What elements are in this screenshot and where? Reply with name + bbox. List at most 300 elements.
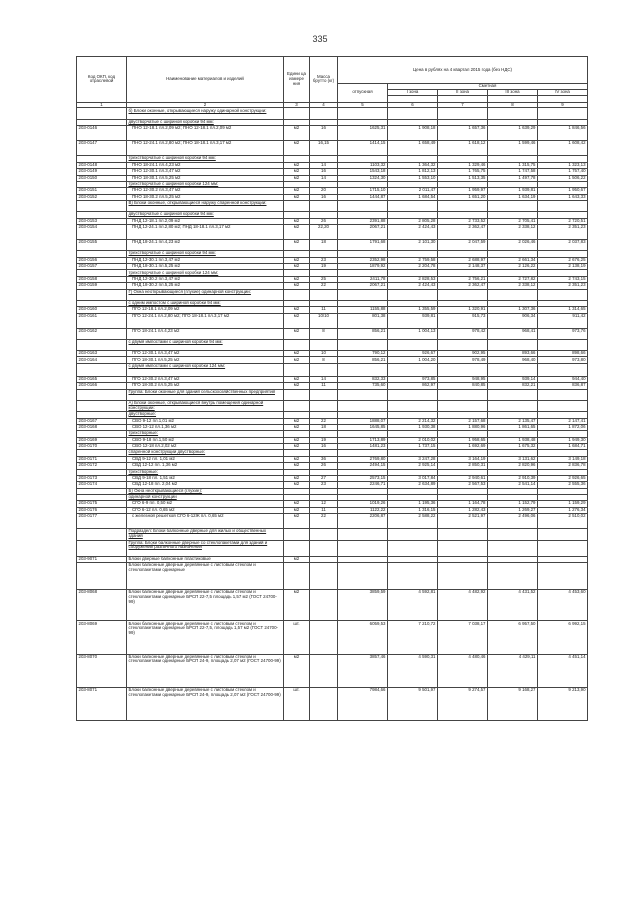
price-zone-1: 2 925,14 xyxy=(388,463,438,469)
price-zone-2 xyxy=(438,363,488,376)
item-name: Блоки дверные балконные пластиковые xyxy=(127,556,284,562)
item-unit xyxy=(284,389,310,400)
table-row xyxy=(77,687,588,720)
item-code xyxy=(77,108,127,119)
item-name: СВД 9-12 пл. 1,01 м2 xyxy=(127,456,284,462)
table-row xyxy=(77,563,588,590)
table-row xyxy=(77,514,588,529)
price-zone-1: 1 195,36 xyxy=(388,501,438,507)
item-mass: 14 xyxy=(310,377,338,383)
item-mass: 16,15 xyxy=(310,141,338,156)
price-zone-3 xyxy=(488,563,538,590)
price-zone-4: 2 720,51 xyxy=(538,218,588,224)
item-code: 203-0159 xyxy=(77,283,127,289)
item-code: 203-0150 xyxy=(77,175,127,181)
price-zone-1: 1 684,54 xyxy=(388,194,438,200)
price-otpusknaya: 2067,21 xyxy=(338,224,388,239)
price-zone-3: 9 168,27 xyxy=(488,687,538,720)
price-zone-3 xyxy=(488,339,538,350)
price-zone-2: 2 940,61 xyxy=(438,475,488,481)
price-zone-3: 1 315,75 xyxy=(488,162,538,168)
item-name: ПНО 12-18.1 пл.2,09 м2; ПНО 12-18.1 пл.2,09 м2 xyxy=(127,126,284,141)
price-zone-3: 1 675,32 xyxy=(488,444,538,450)
item-code: 203-0163 xyxy=(77,351,127,357)
item-name: А) Блоки оконные, открывающиеся внутрь помещения одинарной конструкции: xyxy=(127,400,284,411)
item-name: спаренной конструкции двустворные: xyxy=(127,450,284,456)
item-mass: 27 xyxy=(310,475,338,481)
price-zone-3 xyxy=(488,201,538,212)
item-code: 203-0155 xyxy=(77,240,127,251)
price-zone-1: 973,85 xyxy=(388,377,438,383)
price-zone-2 xyxy=(438,540,488,556)
price-zone-3: 2 338,12 xyxy=(488,224,538,239)
price-otpusknaya: 2494,15 xyxy=(338,463,388,469)
item-unit: м2 xyxy=(284,424,310,430)
header-name: Наименование материалов и изделий xyxy=(127,57,284,103)
price-zone-4: 3 149,18 xyxy=(538,456,588,462)
price-zone-1: 1 908,18 xyxy=(388,126,438,141)
item-name: двустворчатые с шириной коробки 94 мм: xyxy=(127,119,284,125)
price-otpusknaya: 832,33 xyxy=(338,377,388,383)
price-zone-4: 1 323,13 xyxy=(538,162,588,168)
price-zone-4 xyxy=(538,400,588,411)
table-row xyxy=(77,141,588,156)
item-name: ПГО 12-30.2 пл.3,47 м2 xyxy=(127,377,284,383)
price-otpusknaya: 856,21 xyxy=(338,357,388,363)
price-otpusknaya: 1481,23 xyxy=(338,444,388,450)
item-mass xyxy=(310,540,338,556)
item-name: трехстворчатые с шириной коробки 94 мм: xyxy=(127,251,284,257)
price-zone-2: 2 756,21 xyxy=(438,276,488,282)
price-zone-4: 2 743,15 xyxy=(538,276,588,282)
price-otpusknaya: 6059,53 xyxy=(338,621,388,654)
price-zone-4: 2 926,65 xyxy=(538,475,588,481)
price-zone-3: 1 939,81 xyxy=(488,188,538,194)
item-name: ПНО 12-30.2 пл.3,47 м2 xyxy=(127,188,284,194)
price-zone-4 xyxy=(538,339,588,350)
price-zone-1: 1 930,38 xyxy=(388,424,438,430)
item-code: 203-0146 xyxy=(77,126,127,141)
price-zone-4: 1 757,40 xyxy=(538,169,588,175)
price-zone-1 xyxy=(388,339,438,350)
item-unit: м2 xyxy=(284,418,310,424)
price-zone-2: 1 320,91 xyxy=(438,307,488,313)
price-otpusknaya: 1625,31 xyxy=(338,126,388,141)
item-name: ПГО 18-30.1 пл.5,25 м2 xyxy=(127,357,284,363)
price-zone-3 xyxy=(488,400,538,411)
price-zone-1: 2 010,02 xyxy=(388,437,438,443)
price-zone-3: 1 152,79 xyxy=(488,501,538,507)
price-zone-3: 2 541,14 xyxy=(488,482,538,488)
item-unit: м2 xyxy=(284,444,310,450)
item-name: ПГО 18-30.2 пл.5,25 м2 xyxy=(127,383,284,389)
item-code: 203-0161 xyxy=(77,313,127,328)
price-zone-4: 2 555,36 xyxy=(538,482,588,488)
item-name: трехстворные: xyxy=(127,431,284,437)
price-zone-3: 6 957,50 xyxy=(488,621,538,654)
price-zone-4: 1 684,71 xyxy=(538,444,588,450)
price-otpusknaya: 3859,59 xyxy=(338,590,388,621)
item-name: СВД 12-18 пл. 2,04 м2 xyxy=(127,482,284,488)
item-code: 203-0176 xyxy=(77,507,127,513)
price-zone-3: 2 496,06 xyxy=(488,514,538,529)
item-name: ПНД 18-30.2 пл.5,25 м2 xyxy=(127,283,284,289)
price-zone-2: 1 164,78 xyxy=(438,501,488,507)
item-name: Блоки балконные дверные деревянные с листовым стеклом и стеклопакетами одинарные БРСП 22-7,5 площадь 1,57 м2 (ГОСТ 24700-99) xyxy=(127,590,284,621)
header-otpusknaya: отпускная xyxy=(338,84,388,102)
price-zone-1: 2 805,28 xyxy=(388,218,438,224)
item-unit xyxy=(284,363,310,376)
page-number: 335 xyxy=(312,34,328,44)
item-name: ПНД 12-18.1 пл.2,09 м2 xyxy=(127,218,284,224)
item-name: ПНД 12-24.1 пл.2,80 м2; ПНД 18-18.1 пл.3,17 м2 xyxy=(127,224,284,239)
price-zone-4: 6 992,15 xyxy=(538,621,588,654)
item-code: 203-0157 xyxy=(77,264,127,270)
item-name: ПГО 12-30.1 пл.3,47 м2 xyxy=(127,351,284,357)
price-zone-1: 1 004,13 xyxy=(388,328,438,339)
price-zone-2 xyxy=(438,563,488,590)
price-otpusknaya xyxy=(338,108,388,119)
price-otpusknaya xyxy=(338,389,388,400)
item-name: ПНД 18-30.1 пл.5,25 м2 xyxy=(127,264,284,270)
item-code: 203-0166 xyxy=(77,383,127,389)
price-zone-3: 1 269,27 xyxy=(488,507,538,513)
price-zone-4: 1 949,30 xyxy=(538,437,588,443)
price-zone-4: 1 506,22 xyxy=(538,175,588,181)
table-row xyxy=(77,328,588,339)
item-unit: м2 xyxy=(284,456,310,462)
item-name: с двумя импостами с шириной коробки 94 мм: xyxy=(127,339,284,350)
price-zone-3: 1 634,19 xyxy=(488,194,538,200)
price-zone-3: 2 126,22 xyxy=(488,264,538,270)
col-number: 2 xyxy=(127,102,284,108)
item-unit: м2 xyxy=(284,377,310,383)
item-code: 203-0152 xyxy=(77,194,127,200)
item-code xyxy=(77,540,127,556)
price-zone-3: 1 639,29 xyxy=(488,126,538,141)
price-zone-2: 2 688,97 xyxy=(438,257,488,263)
price-otpusknaya: 1155,88 xyxy=(338,307,388,313)
price-zone-4: 944,40 xyxy=(538,377,588,383)
item-unit: м2 xyxy=(284,141,310,156)
item-name: ПНО 12-24.1 пл.2,80 м2; ПНО 18-18.1 пл.3,17 м2 xyxy=(127,141,284,156)
price-otpusknaya: 2391,88 xyxy=(338,218,388,224)
price-zone-1: 2 828,53 xyxy=(388,276,438,282)
table-row xyxy=(77,126,588,141)
item-mass: 10 xyxy=(310,351,338,357)
item-unit: м2 xyxy=(284,126,310,141)
item-mass: 14 xyxy=(310,175,338,181)
price-otpusknaya xyxy=(338,563,388,590)
price-zone-4 xyxy=(538,201,588,212)
item-name: В) Блоки оконные, открывающиеся наружу спаренной конструкции: xyxy=(127,201,284,212)
price-zone-2 xyxy=(438,389,488,400)
item-name: Г) Окна неоткрывающиеся (глухие) одинарной конструкции: xyxy=(127,289,284,300)
header-code: Код ОКП, код отраслевой xyxy=(77,57,127,103)
item-unit: м2 xyxy=(284,482,310,488)
price-zone-2: 2 521,97 xyxy=(438,514,488,529)
price-zone-1: 2 214,32 xyxy=(388,418,438,424)
price-zone-2: 1 657,36 xyxy=(438,126,488,141)
item-code xyxy=(77,289,127,300)
price-zone-2 xyxy=(438,400,488,411)
item-name: одинарной конструкции xyxy=(127,495,284,501)
item-code: 203-8069 xyxy=(77,621,127,654)
price-zone-1 xyxy=(388,108,438,119)
item-name: СВО 9-12 пл.1,01 м2 xyxy=(127,418,284,424)
item-unit xyxy=(284,563,310,590)
header-mass: Масса брутто (кг) xyxy=(310,57,338,103)
item-code xyxy=(77,339,127,350)
item-mass: 8 xyxy=(310,357,338,363)
item-mass xyxy=(310,339,338,350)
item-code: 203-8071 xyxy=(77,687,127,720)
price-table xyxy=(76,56,588,721)
price-zone-4: 1 276,34 xyxy=(538,507,588,513)
price-otpusknaya: 1103,32 xyxy=(338,162,388,168)
price-zone-4: 4 451,14 xyxy=(538,654,588,687)
section-row xyxy=(77,201,588,212)
price-zone-1: 1 553,10 xyxy=(388,175,438,181)
price-zone-2: 1 513,35 xyxy=(438,175,488,181)
price-zone-4 xyxy=(538,108,588,119)
item-unit: м2 xyxy=(284,169,310,175)
price-otpusknaya: 1414,15 xyxy=(338,141,388,156)
price-zone-2 xyxy=(438,289,488,300)
item-name: ПНД 12-30.1 пл.3,47 м2 xyxy=(127,257,284,263)
price-otpusknaya xyxy=(338,363,388,376)
price-zone-1: 3 247,28 xyxy=(388,456,438,462)
item-name: Группа: Блоки оконные для зданий сельскохозяйственных предприятий xyxy=(127,389,284,400)
price-zone-4: 2 351,23 xyxy=(538,224,588,239)
item-name: с двумя импостами с шириной коробки 124 мм: xyxy=(127,363,284,376)
price-otpusknaya: 1324,30 xyxy=(338,175,388,181)
price-zone-3: 4 429,11 xyxy=(488,654,538,687)
price-zone-1: 2 204,78 xyxy=(388,264,438,270)
item-unit: м2 xyxy=(284,383,310,389)
price-zone-2: 4 480,46 xyxy=(438,654,488,687)
col-number: 9 xyxy=(538,102,588,108)
price-zone-1: 2 101,30 xyxy=(388,240,438,251)
item-code xyxy=(77,389,127,400)
item-unit: м2 xyxy=(284,590,310,621)
item-mass: 26 xyxy=(310,463,338,469)
item-mass: 11 xyxy=(310,307,338,313)
col-number: 4 xyxy=(310,102,338,108)
item-unit: м2 xyxy=(284,162,310,168)
item-name: ПНО 18-24.1 пл.4,23 м2 xyxy=(127,162,284,168)
price-zone-2: 1 329,46 xyxy=(438,162,488,168)
item-code: 203-0174 xyxy=(77,482,127,488)
price-zone-3: 1 938,48 xyxy=(488,437,538,443)
item-unit: м2 xyxy=(284,307,310,313)
price-zone-1 xyxy=(388,289,438,300)
item-mass: 18 xyxy=(310,240,338,251)
price-zone-4: 973,76 xyxy=(538,328,588,339)
price-zone-1 xyxy=(388,529,438,540)
price-zone-2: 2 362,47 xyxy=(438,283,488,289)
price-zone-2: 2 567,53 xyxy=(438,482,488,488)
item-code: 203-0171 xyxy=(77,456,127,462)
price-zone-4: 1 643,33 xyxy=(538,194,588,200)
item-code: 203-0156 xyxy=(77,257,127,263)
price-zone-1 xyxy=(388,389,438,400)
item-mass: 22 xyxy=(310,514,338,529)
price-zone-3: 939,14 xyxy=(488,377,538,383)
item-name: СВД 9-18 пл. 1,51 м2 xyxy=(127,475,284,481)
item-mass: 16 xyxy=(310,194,338,200)
item-mass xyxy=(310,563,338,590)
item-unit: м2 xyxy=(284,257,310,263)
price-zone-3: 2 910,39 xyxy=(488,475,538,481)
price-zone-3: 968,41 xyxy=(488,328,538,339)
header-smetnaya: Сметная xyxy=(388,84,588,90)
price-zone-1 xyxy=(388,540,438,556)
header-zone-3: III зона xyxy=(488,90,538,96)
price-zone-1: 1 355,59 xyxy=(388,307,438,313)
item-name: СВО 9-18 пл.1,50 м2 xyxy=(127,437,284,443)
item-name: СВД 12-12 пл. 1,36 м2 xyxy=(127,463,284,469)
price-zone-1 xyxy=(388,563,438,590)
price-zone-2: 1 282,43 xyxy=(438,507,488,513)
price-zone-4: 1 314,65 xyxy=(538,307,588,313)
price-otpusknaya xyxy=(338,540,388,556)
item-mass xyxy=(310,400,338,411)
item-code: 203-0165 xyxy=(77,377,127,383)
item-code xyxy=(77,201,127,212)
item-name: ПНО 18-30.2 пл.5,25 м2 xyxy=(127,194,284,200)
item-name: ПНО 18-30.1 пл.5,25 м2 xyxy=(127,175,284,181)
price-zone-4: 2 676,25 xyxy=(538,257,588,263)
item-name: с одним импостом с шириной коробки 94 мм: xyxy=(127,300,284,306)
price-zone-4: 973,80 xyxy=(538,357,588,363)
item-mass: 18 xyxy=(310,424,338,430)
price-zone-3: 2 820,96 xyxy=(488,463,538,469)
item-name: ПГО 12-18.1 пл.2,09 м2 xyxy=(127,307,284,313)
item-unit: м2 xyxy=(284,328,310,339)
item-code: 203-0147 xyxy=(77,141,127,156)
section-row xyxy=(77,289,588,300)
item-code: 203-0164 xyxy=(77,357,127,363)
item-name: Подраздел: Блоки балконные дверные для жилых и общественных зданий xyxy=(127,529,284,540)
item-unit xyxy=(284,400,310,411)
price-zone-2: 2 362,47 xyxy=(438,224,488,239)
price-zone-3: 4 431,52 xyxy=(488,590,538,621)
item-unit: м2 xyxy=(284,514,310,529)
item-name: ПГО 18-24.1 пл.4,23 м2 xyxy=(127,328,284,339)
item-name: Группа: Блоки балконные дверные со стеклопакетами для зданий и сооружений различного назначения xyxy=(127,540,284,556)
price-zone-2: 3 164,19 xyxy=(438,456,488,462)
item-name: Блоки балконные дверные деревянные с листовым стеклом и стеклопакетами одинарные БРСП 22-7,5, площадь 1,57 м2 (ГОСТ 24700-99) xyxy=(127,621,284,654)
table-row xyxy=(77,224,588,239)
price-zone-1: 2 588,22 xyxy=(388,514,438,529)
price-zone-4 xyxy=(538,289,588,300)
header-zone-4: IV зона xyxy=(538,90,588,96)
item-unit xyxy=(284,289,310,300)
price-zone-1: 1 004,20 xyxy=(388,357,438,363)
price-otpusknaya: 2352,98 xyxy=(338,257,388,263)
item-mass: 16 xyxy=(310,169,338,175)
price-zone-3: 2 727,82 xyxy=(488,276,538,282)
table-body xyxy=(77,108,588,721)
price-zone-1: 2 759,58 xyxy=(388,257,438,263)
item-name: двустворчатые с шириной коробки 94 мм: xyxy=(127,212,284,218)
item-mass: 14 xyxy=(310,162,338,168)
item-mass: 25 xyxy=(310,276,338,282)
col-number: 6 xyxy=(388,102,438,108)
item-name: ПНД 12-30.2 пл.3,47 м2 xyxy=(127,276,284,282)
section-row xyxy=(77,339,588,350)
section-row xyxy=(77,400,588,411)
price-otpusknaya: 1444,87 xyxy=(338,194,388,200)
item-name: двустворные: xyxy=(127,412,284,418)
price-zone-2: 2 148,37 xyxy=(438,264,488,270)
price-zone-2: 1 651,20 xyxy=(438,194,488,200)
item-code: 203-0172 xyxy=(77,463,127,469)
price-zone-4: 1 950,67 xyxy=(538,188,588,194)
price-zone-1 xyxy=(388,201,438,212)
item-mass: 20 xyxy=(310,188,338,194)
item-mass: 16 xyxy=(310,444,338,450)
price-zone-3: 1 861,65 xyxy=(488,424,538,430)
item-code: 203-0175 xyxy=(77,501,127,507)
item-name: Б) Окна неоткрывающиеся (глухие): xyxy=(127,488,284,494)
price-zone-2: 1 958,65 xyxy=(438,437,488,443)
price-zone-4: 4 453,60 xyxy=(538,590,588,621)
item-unit: м2 xyxy=(284,224,310,239)
item-code: 203-0170 xyxy=(77,444,127,450)
item-code xyxy=(77,563,127,590)
price-zone-4 xyxy=(538,540,588,556)
item-unit: м2 xyxy=(284,507,310,513)
price-zone-3: 906,34 xyxy=(488,313,538,328)
price-otpusknaya: 1019,26 xyxy=(338,501,388,507)
item-mass: 11 xyxy=(310,383,338,389)
item-unit: м2 xyxy=(284,218,310,224)
item-code: 203-0173 xyxy=(77,475,127,481)
item-unit: м2 xyxy=(284,194,310,200)
price-zone-1: 1 316,15 xyxy=(388,507,438,513)
item-unit: м2 xyxy=(284,188,310,194)
price-zone-2: 978,42 xyxy=(438,328,488,339)
price-otpusknaya: 2246,71 xyxy=(338,482,388,488)
item-name: СГО 6-12 пл. 0,65 м2 xyxy=(127,507,284,513)
price-otpusknaya: 2769,80 xyxy=(338,456,388,462)
price-otpusknaya: 2573,15 xyxy=(338,475,388,481)
item-name: Блоки балконные дверные деревянные с листовым стеклом и стеклопакетами одинарные БРСП 24-9, площадь 2,07 м2 (ГОСТ 24700-99) xyxy=(127,687,284,720)
item-unit: м2 xyxy=(284,475,310,481)
item-code: 203-0160 xyxy=(77,307,127,313)
price-otpusknaya: 1879,92 xyxy=(338,264,388,270)
price-zone-2: 9 274,57 xyxy=(438,687,488,720)
item-name: с железной решеткой СГО 6-12Ж пл. 0,65 м2 xyxy=(127,514,284,529)
price-zone-2: 1 618,12 xyxy=(438,141,488,156)
price-zone-4: 911,42 xyxy=(538,313,588,328)
price-zone-3 xyxy=(488,389,538,400)
price-otpusknaya: 2067,21 xyxy=(338,283,388,289)
price-zone-4: 898,66 xyxy=(538,351,588,357)
item-mass xyxy=(310,363,338,376)
item-code: 203-0154 xyxy=(77,224,127,239)
item-mass: 22,20 xyxy=(310,224,338,239)
item-mass: 36 xyxy=(310,456,338,462)
price-zone-3: 2 661,34 xyxy=(488,257,538,263)
price-zone-2: 2 850,31 xyxy=(438,463,488,469)
price-zone-1: 2 424,43 xyxy=(388,224,438,239)
price-zone-4: 1 608,42 xyxy=(538,141,588,156)
price-zone-1: 2 424,43 xyxy=(388,283,438,289)
price-zone-4 xyxy=(538,563,588,590)
